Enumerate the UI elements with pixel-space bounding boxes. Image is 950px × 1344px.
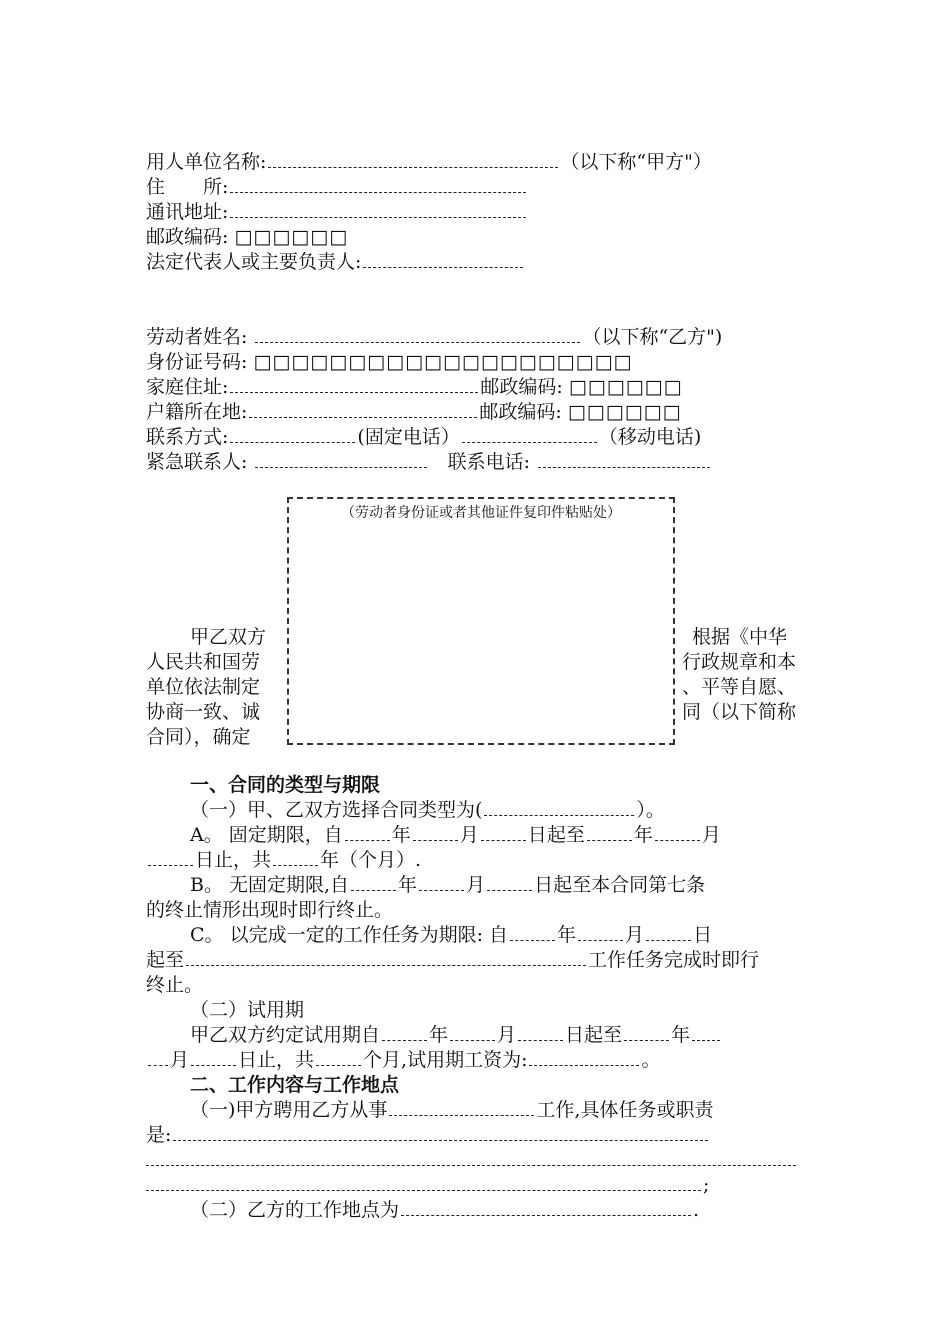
trial-end-month-blank-part[interactable]: [692, 1025, 720, 1041]
trial-end-day-blank[interactable]: [191, 1050, 236, 1066]
work-location-line: （二）乙方的工作地点为 .: [190, 1199, 700, 1221]
preamble-line-1-right: 根据《中华: [692, 626, 788, 648]
job-duties-blank-1[interactable]: [173, 1125, 708, 1141]
preamble-line-1-left: 甲乙双方: [190, 626, 267, 648]
c-task-blank[interactable]: [186, 950, 586, 966]
preamble-line-2-right: 行政规章和本: [682, 651, 797, 673]
id-copy-paste-label: （劳动者身份证或者其他证件复印件粘贴处）: [341, 505, 621, 521]
option-c-line-3: 终止。: [146, 974, 204, 996]
contract-type-line: （一）甲、乙双方选择合同类型为( ）。: [190, 799, 665, 821]
employer-mail-blank[interactable]: [230, 202, 526, 218]
option-b-line-1: B。 无固定期限,自 年 月 日起至本合同第七条: [190, 874, 706, 896]
trial-end-year-blank[interactable]: [624, 1025, 669, 1041]
employee-hukou-line: 户籍所在地: 邮政编码: □□□□□□: [146, 401, 682, 423]
employee-home-line: 家庭住址: 邮政编码: □□□□□□: [146, 376, 683, 398]
work-location-blank[interactable]: [401, 1200, 691, 1216]
c-start-month-blank[interactable]: [578, 925, 623, 941]
a-end-year-blank[interactable]: [587, 825, 632, 841]
option-b-line-2: 的终止情形出现时即行终止。: [146, 899, 394, 921]
employee-hukou-postcode-boxes[interactable]: □□□□□□: [567, 401, 682, 423]
a-total-years-blank[interactable]: [273, 850, 318, 866]
section-2-heading: 二、工作内容与工作地点: [190, 1074, 400, 1096]
employer-postcode-line: 邮政编码: □□□□□□: [146, 226, 349, 248]
c-start-day-blank[interactable]: [646, 925, 691, 941]
preamble-line-5-left: 合同），确定: [146, 726, 251, 748]
trial-months-blank[interactable]: [316, 1050, 361, 1066]
employer-address-line: 住 所:: [146, 175, 528, 199]
option-a-line-1: A。 固定期限，自 年 月 日起至 年 月: [190, 824, 721, 846]
a-start-day-blank[interactable]: [481, 825, 526, 841]
employer-address-blank[interactable]: [230, 177, 526, 193]
b-start-year-blank[interactable]: [351, 875, 396, 891]
option-c-line-1: C。 以完成一定的工作任务为期限: 自 年 月 日: [190, 924, 713, 946]
a-end-day-blank[interactable]: [148, 850, 193, 866]
contract-type-blank[interactable]: [484, 800, 634, 816]
employer-postcode-boxes[interactable]: □□□□□□: [234, 226, 349, 248]
employer-name-line: 用人单位名称: （以下称“甲方"）: [146, 151, 712, 173]
employee-home-postcode-boxes[interactable]: □□□□□□: [568, 376, 683, 398]
preamble-line-3-right: 、平等自愿、: [682, 676, 797, 698]
fixed-phone-blank[interactable]: [230, 427, 355, 443]
employer-rep-line: 法定代表人或主要负责人:: [146, 250, 525, 274]
id-copy-paste-box: [287, 497, 675, 745]
trial-start-day-blank[interactable]: [518, 1025, 563, 1041]
job-content-line-4: ;: [146, 1173, 709, 1197]
trial-period-heading: （二）试用期: [190, 999, 305, 1021]
job-duties-blank-3[interactable]: [146, 1175, 701, 1191]
mobile-phone-blank[interactable]: [462, 427, 597, 443]
preamble-line-4-right: 同（以下简称: [682, 701, 797, 723]
job-duties-blank-2[interactable]: [146, 1150, 796, 1166]
preamble-line-3-left: 单位依法制定: [146, 676, 261, 698]
employee-emergency-line: 紧急联系人: 联系电话:: [146, 450, 712, 474]
job-content-line-3: [146, 1148, 798, 1172]
section-1-heading: 一、合同的类型与期限: [190, 774, 381, 796]
job-content-line-2: 是:: [146, 1123, 710, 1147]
employee-hukou-blank[interactable]: [249, 402, 477, 418]
job-content-line-1: （一)甲方聘用乙方从事 工作,具体任务或职责: [190, 1099, 714, 1121]
b-start-month-blank[interactable]: [419, 875, 464, 891]
a-start-year-blank[interactable]: [345, 825, 390, 841]
a-end-month-blank[interactable]: [655, 825, 700, 841]
trial-start-month-blank[interactable]: [450, 1025, 495, 1041]
employee-name-blank[interactable]: [255, 327, 580, 343]
c-start-year-blank[interactable]: [510, 925, 555, 941]
employee-id-line: 身份证号码: □□□□□□□□□□□□□□□□□□□□: [146, 351, 633, 373]
emergency-phone-blank[interactable]: [538, 452, 710, 468]
trial-start-year-blank[interactable]: [382, 1025, 427, 1041]
preamble-line-4-left: 协商一致、诚: [146, 701, 261, 723]
emergency-name-blank[interactable]: [255, 452, 427, 468]
trial-period-line-2: 月 日止，共 个月,试用期工资为: 。: [146, 1048, 661, 1072]
trial-end-month-blank[interactable]: [148, 1050, 168, 1066]
b-start-day-blank[interactable]: [487, 875, 532, 891]
preamble-line-2-left: 人民共和国劳: [146, 651, 261, 673]
employee-name-line: 劳动者姓名: （以下称“乙方"): [146, 326, 723, 348]
a-start-month-blank[interactable]: [413, 825, 458, 841]
employer-rep-blank[interactable]: [363, 252, 523, 268]
employer-mail-line: 通讯地址:: [146, 200, 528, 224]
option-c-line-2: 起至 工作任务完成时即行: [146, 949, 760, 971]
job-title-blank[interactable]: [389, 1100, 534, 1116]
option-a-line-2: 日止，共 年（个月）.: [146, 848, 421, 872]
trial-salary-blank[interactable]: [529, 1050, 639, 1066]
trial-period-line-1: 甲乙双方约定试用期自 年 月 日起至 年: [190, 1023, 722, 1047]
employee-id-boxes[interactable]: □□□□□□□□□□□□□□□□□□□□: [253, 351, 633, 373]
employee-home-blank[interactable]: [230, 377, 478, 393]
employee-contact-line: 联系方式: (固定电话） （移动电话): [146, 426, 702, 448]
employer-name-blank[interactable]: [268, 152, 558, 168]
